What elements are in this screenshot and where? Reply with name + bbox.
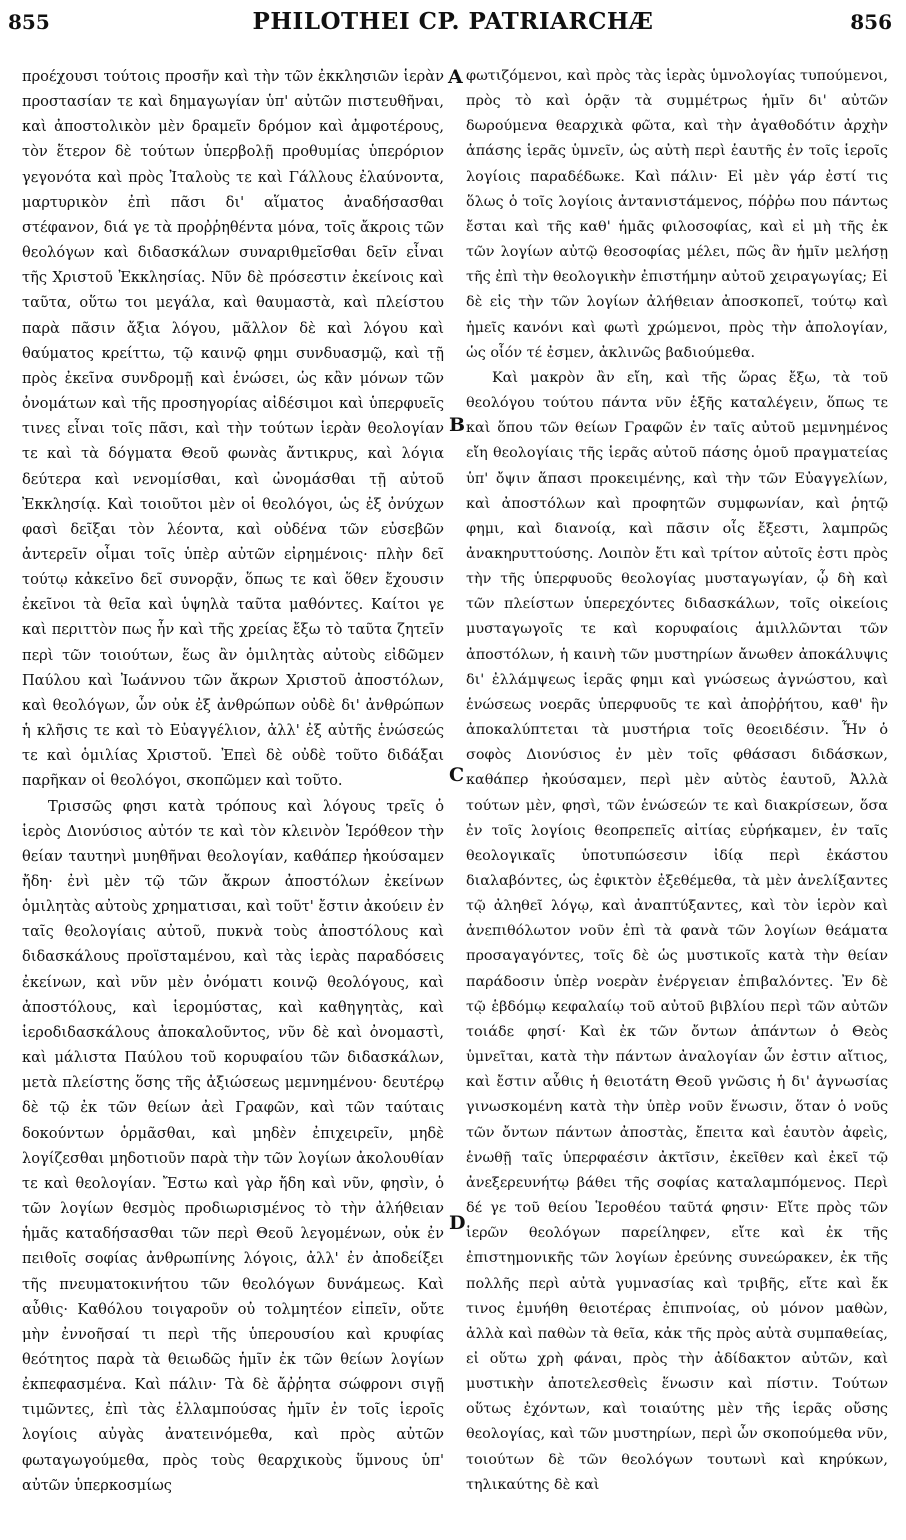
margin-marker-d: D bbox=[449, 1212, 466, 1234]
paragraph: Καὶ μακρὸν ἂν εἴη, καὶ τῆς ὥρας ἔξω, τὰ τοῦ θεολόγου τούτου πάντα νῦν ἑξῆς καταλέγειν, ὅπως τε καὶ ὅπου τῶν θείων Γραφῶν ἐν ταῖς αὐτοῦ μεμνημένος εἴη θεολογίαις τῆς ἱερᾶς αὐτοῦ πάσης ὁμοῦ πραγματείας ὑπ' ὄψιν ἅπασι προκειμένης, καὶ τὴν τῶν Εὐαγγελίων, καὶ ἀποστόλων καὶ προφητῶν συμφωνίαν, καὶ ῥητῷ φημι, καὶ διανοίᾳ, καὶ πᾶσιν οἷς ἔξεστι, λαμπρῶς ἀνακηρυττούσης. Λοιπὸν ἔτι καὶ τρίτον αὐτοῖς ἐστι πρὸς τὴν τῆς ὑπερφυοῦς θεολογίας μυσταγωγίαν, ᾧ δὴ καὶ τῶν πλείστων ὑπερεχόντες διδασκάλων, τοῖς οἰκείοις μυσταγωγοῖς τε καὶ κορυφαίοις ἁμιλλῶνται τῶν ἀποστόλων, ἡ καινὴ τῶν μυστηρίων ἄνωθεν ἀποκάλυψις δι' ἐλλάμψεως ἱερᾶς φημι καὶ γνώσεως ἀγνώστου, καὶ ἑνώσεως νοερᾶς ὑπερφυοῦς τε καὶ ἀποῤῥήτου, καθ' ἣν ἀποκαλύπτεται τὰ μυστήρια τοῖς θεοειδέσιν. Ἦν ὁ σοφὸς Διονύσιος ἐν μὲν τοῖς φθάσασι διδάσκων, καθάπερ ἠκούσαμεν, περὶ μὲν αὐτὸς ἑαυτοῦ, Ἀλλὰ τούτων μὲν, φησὶ, τῶν ἑνώσεών τε καὶ διακρίσεων, ὅσα ἐν τοῖς λογίοις θεοπρεπεῖς αἰτίας εὑρήκαμεν, ἐν ταῖς θεολογικαῖς ὑποτυπώσεσιν ἰδίᾳ περὶ ἑκάστου διαλαβόντες, ὡς ἐφικτὸν ἐξεθέμεθα, τὰ μὲν ἀνελίξαντες τῷ ἀληθεῖ λόγῳ, καὶ ἀναπτύξαντες, καὶ τὸν ἱερὸν καὶ ἀνεπιθόλωτον νοῦν ἐπὶ τὰ φανὰ τῶν λογίων θεάματα προσαγαγόντες, τοῖς δὲ ὡς μυστικοῖς κατὰ τὴν θείαν παράδοσιν ὑπὲρ νοερὰν ἐνέργειαν ἐπιβαλόντες. Ἐν δὲ τῷ ἑβδόμῳ κεφαλαίῳ τοῦ αὐτοῦ βιβλίου περὶ τῶν αὐτῶν τοιάδε φησί· Καὶ ἐκ τῶν ὄντων ἁπάντων ὁ Θεὸς ὑμνεῖται, κατὰ τὴν πάντων ἀναλογίαν ὧν ἐστιν αἴτιος, καὶ ἔστιν αὖθις ἡ θειοτάτη Θεοῦ γνῶσις ἡ δι' ἀγνωσίας γινωσκομένη κατὰ τὴν ὑπὲρ νοῦν ἕνωσιν, ὅταν ὁ νοῦς τῶν ὄντων πάντων ἀποστὰς, ἔπειτα καὶ ἑαυτὸν ἀφεὶς, ἑνωθῇ ταῖς ὑπερφαέσιν ἀκτῖσιν, ἐκεῖθεν καὶ ἐκεῖ τῷ ἀνεξερευνήτῳ βάθει τῆς σοφίας καταλαμπόμενος. Περὶ δέ γε τοῦ θείου Ἱεροθέου ταῦτά φησιν· Εἴτε πρὸς τῶν ἱερῶν θεολόγων παρείληφεν, εἴτε καὶ ἐκ τῆς ἐπιστημονικῆς τῶν λογίων ἐρεύνης συνεώρακεν, ἐκ τῆς πολλῆς περὶ αὐτὰ γυμνασίας καὶ τριβῆς, εἴτε καὶ ἔκ τινος ἐμυήθη θειοτέρας ἐπιπνοίας, οὐ μόνον μαθὼν, ἀλλὰ καὶ παθὼν τὰ θεῖα, κἀκ τῆς πρὸς αὐτὰ συμπαθείας, εἰ οὕτω χρὴ φάναι, πρὸς τὴν ἀδίδακτον αὐτῶν, καὶ μυστικὴν ἀποτελεσθεὶς ἕνωσιν καὶ πίστιν. Τούτων οὕτως ἐχόντων, καὶ τοιαύτης μὲν τῆς ἱερᾶς οὔσης θεολογίας, καὶ τῶν μυστηρίων, περὶ ὧν σκοπούμεθα νῦν, τοιούτων δὲ τῶν θεολόγων τουτωνὶ καὶ κηρύκων, τηλικαύτης δὲ καὶ bbox=[466, 369, 888, 1493]
paragraph: φωτιζόμενοι, καὶ πρὸς τὰς ἱερὰς ὑμνολογίας τυπούμενοι, πρὸς τὸ καὶ ὁρᾷν τὰ συμμέτρως ἡμῖν δι' αὐτῶν δωρούμενα θεαρχικὰ φῶτα, καὶ τὴν ἀγαθοδότιν ἀρχὴν ἁπάσης ἱερᾶς ὑμνεῖν, ὡς αὐτὴ περὶ ἑαυτῆς ἐν τοῖς ἱεροῖς λογίοις παραδέδωκε. Καὶ πάλιν· Εἰ μὲν γάρ ἐστί τις ὅλως ὁ τοῖς λογίοις ἀντανιστάμενος, πόῤῥω που πάντως ἔσται καὶ τῆς καθ' ἡμᾶς φιλοσοφίας, καὶ εἰ μὴ τῆς ἐκ τῶν λογίων αὐτῷ θεοσοφίας μέλει, πῶς ἂν ἡμῖν μελήσῃ τῆς ἐπὶ τὴν θεολογικὴν ἐπιστήμην αὐτοῦ χειραγωγίας; Εἰ δὲ εἰς τὴν τῶν λογίων ἀλήθειαν ἀποσκοπεῖ, τούτῳ καὶ ἡμεῖς κανόνι καὶ φωτὶ χρώμενοι, πρὸς τὴν ἀπολογίαν, ὡς οἷόν τέ ἐσμεν, ἀκλινῶς βαδιούμεθα. bbox=[466, 68, 888, 361]
margin-marker-c: C bbox=[449, 764, 465, 786]
paragraph: Τρισσῶς φησι κατὰ τρόπους καὶ λόγους τρεῖς ὁ ἱερὸς Διονύσιος αὐτόν τε καὶ τὸν κλεινὸν Ἱερόθεον τὴν θείαν ταυτηνὶ μυηθῆναι θεολογίαν, καθάπερ ἠκούσαμεν ἤδη· ἐνὶ μὲν τῷ τῶν ἄκρων ἀποστόλων ἐκείνων ὁμιλητὰς αὐτοὺς χρηματισαι, καὶ τοῦτ' ἔστιν ἀκούειν ἐν ταῖς θεολογίαις αὐτοῦ, πυκνὰ τοὺς ἀποστόλους καὶ διδασκάλους προϊσταμένου, καὶ τὰς ἱερὰς παραδόσεις ἐκείνων, καὶ νῦν μὲν ὀνόματι κοινῷ θεολόγους, καὶ ἀποστόλους, καὶ ἱερομύστας, καὶ καθηγητὰς, καὶ ἱεροδιδασκάλους ἀποκαλοῦντος, νῦν δὲ καὶ ὀνομαστὶ, καὶ μάλιστα Παύλου τοῦ κορυφαίου τῶν διδασκάλων, μετὰ πλείστης ὅσης τῆς ἀξιώσεως μεμνημένου· δευτέρῳ δὲ τῷ ἐκ τῶν θείων ἀεὶ Γραφῶν, καὶ τῶν ταύταις δοκούντων ὁρμᾶσθαι, καὶ μηδὲν ἐπιχειρεῖν, μηδὲ λογίζεσθαι μηδοτιοῦν παρὰ τὴν τῶν λογίων ἀκολουθίαν τε καὶ θεολογίαν. Ἔστω καὶ γὰρ ἤδη καὶ νῦν, φησὶν, ὁ τῶν λογίων θεσμὸς προδιωρισμένος τὸ τὴν ἀλήθειαν ἡμᾶς καταδήσασθαι τῶν περὶ Θεοῦ λεγομένων, οὐκ ἐν πειθοῖς σοφίας ἀνθρωπίνης λόγοις, ἀλλ' ἐν ἀποδείξει τῆς πνευματοκινήτου τῶν θεολόγων δυνάμεως. Καὶ αὖθις· Καθόλου τοιγαροῦν οὐ τολμητέον εἰπεῖν, οὔτε μὴν ἐννοῆσαί τι περὶ τῆς ὑπερουσίου καὶ κρυφίας θεότητος παρὰ τὰ θειωδῶς ἡμῖν ἐκ τῶν θείων λογίων ἐκπεφασμένα. Καὶ πάλιν· Τὰ δὲ ἄῤῥητα σώφρονι σιγῇ τιμῶντες, ἐπὶ τὰς ἐλλαμπούσας ἡμῖν ἐν τοῖς ἱεροῖς λογίοις αὐγὰς ἀνατεινόμεθα, καὶ πρὸς αὐτῶν φωταγωγούμεθα, πρὸς τοὺς θεαρχικοὺς ὕμνους ὑπ' αὐτῶν ὑπερκοσμίως bbox=[22, 797, 444, 1494]
left-column bbox=[22, 64, 444, 1498]
paragraph: προέχουσι τούτοις προσῆν καὶ τὴν τῶν ἐκκλησιῶν ἱερὰν προστασίαν τε καὶ δημαγωγίαν ὑπ' αὐτῶν πιστευθῆναι, καὶ ἀποστολικὸν μὲν δραμεῖν δρόμον καὶ ἀμφοτέρους, τὸν ἕτερον δὲ τούτων ὑπερβολῇ προθυμίας ὑπερόριον γεγονότα καὶ πρὸς Ἰταλοὺς τε καὶ Γάλλους ἐλαύνοντα, μαρτυρικὸν ἐπὶ πᾶσι δι' αἵματος ἀναδήσασθαι στέφανον, διά γε τὰ προῤῥηθέντα μόνα, τοῖς ἄκροις τῶν θεολόγων καὶ διδασκάλων συναριθμεῖσθαι δεῖν εἶναι τῆς Χριστοῦ Ἐκκλησίας. Νῦν δὲ πρόσεστιν ἐκείνοις καὶ ταῦτα, οὕτω τοι μεγάλα, καὶ θαυμαστὰ, καὶ πλείστου παρὰ πᾶσιν ἄξια λόγου, μᾶλλον δὲ καὶ λόγου καὶ θαύματος κρείττω, τῷ καινῷ φημι συνδυασμῷ, καὶ τῇ πρὸς ἐκεῖνα συνδρομῇ καὶ ἑνώσει, ὡς κἂν μόνων τῶν ὀνομάτων καὶ τῆς προσηγορίας αἰδέσιμοι καὶ ὑπερφυεῖς τινες εἶναι τοῖς πᾶσι, καὶ τὴν τούτων ἱερὰν θεολογίαν τε καὶ τὰ δόγματα Θεοῦ φωνὰς ἄντικρυς, καὶ λόγια δεύτερα καὶ νενομίσθαι, καὶ ὠνομάσθαι τῇ αὐτοῦ Ἐκκλησίᾳ. Καὶ τοιοῦτοι μὲν οἱ θεολόγοι, ὡς ἐξ ὀνύχων φασὶ δεῖξαι τὸν λέοντα, καὶ οὐδένα τῶν εὐσεβῶν ἀντερεῖν οἶμαι τοῖς ὑπὲρ αὐτῶν εἰρημένοις· πλὴν δεῖ τούτῳ κἀκεῖνο δεῖ συνορᾷν, ὅπως τε καὶ ὅθεν ἔχουσιν ἐκεῖνοι τὰ θεῖα καὶ ὑψηλὰ ταῦτα μαθόντες. Καίτοι γε καὶ περιττὸν πως ἦν καὶ τῆς χρείας ἔξω τὸ ταῦτα ζητεῖν περὶ τῶν τοιούτων, ἕως ἂν ὁμιλητὰς αὐτοὺς εἰδῶμεν Παύλου καὶ Ἰωάννου τῶν ἄκρων Χριστοῦ ἀποστόλων, καὶ θεολόγων, ὧν οὐκ ἐξ ἀνθρώπων οὐδὲ δι' ἀνθρώπων ἡ κλῆσις τε καὶ τὸ Εὐαγγέλιον, ἀλλ' ἐξ αὐτῆς ἑνώσεώς τε καὶ ὁμιλίας Χριστοῦ. Ἐπεὶ δὲ οὐδὲ τοῦτο διδάξαι παρῆκαν οἱ θεολόγοι, σκοπῶμεν καὶ τοῦτο. bbox=[22, 68, 444, 790]
margin-marker-b: B bbox=[449, 414, 466, 436]
margin-marker-a: A bbox=[448, 66, 463, 88]
page-number-right: 856 bbox=[850, 10, 892, 34]
page-header bbox=[0, 8, 906, 38]
page-number-left: 855 bbox=[8, 10, 50, 34]
right-column bbox=[466, 64, 888, 1498]
running-title: PHILOTHEI CP. PATRIARCHÆ bbox=[252, 8, 654, 35]
